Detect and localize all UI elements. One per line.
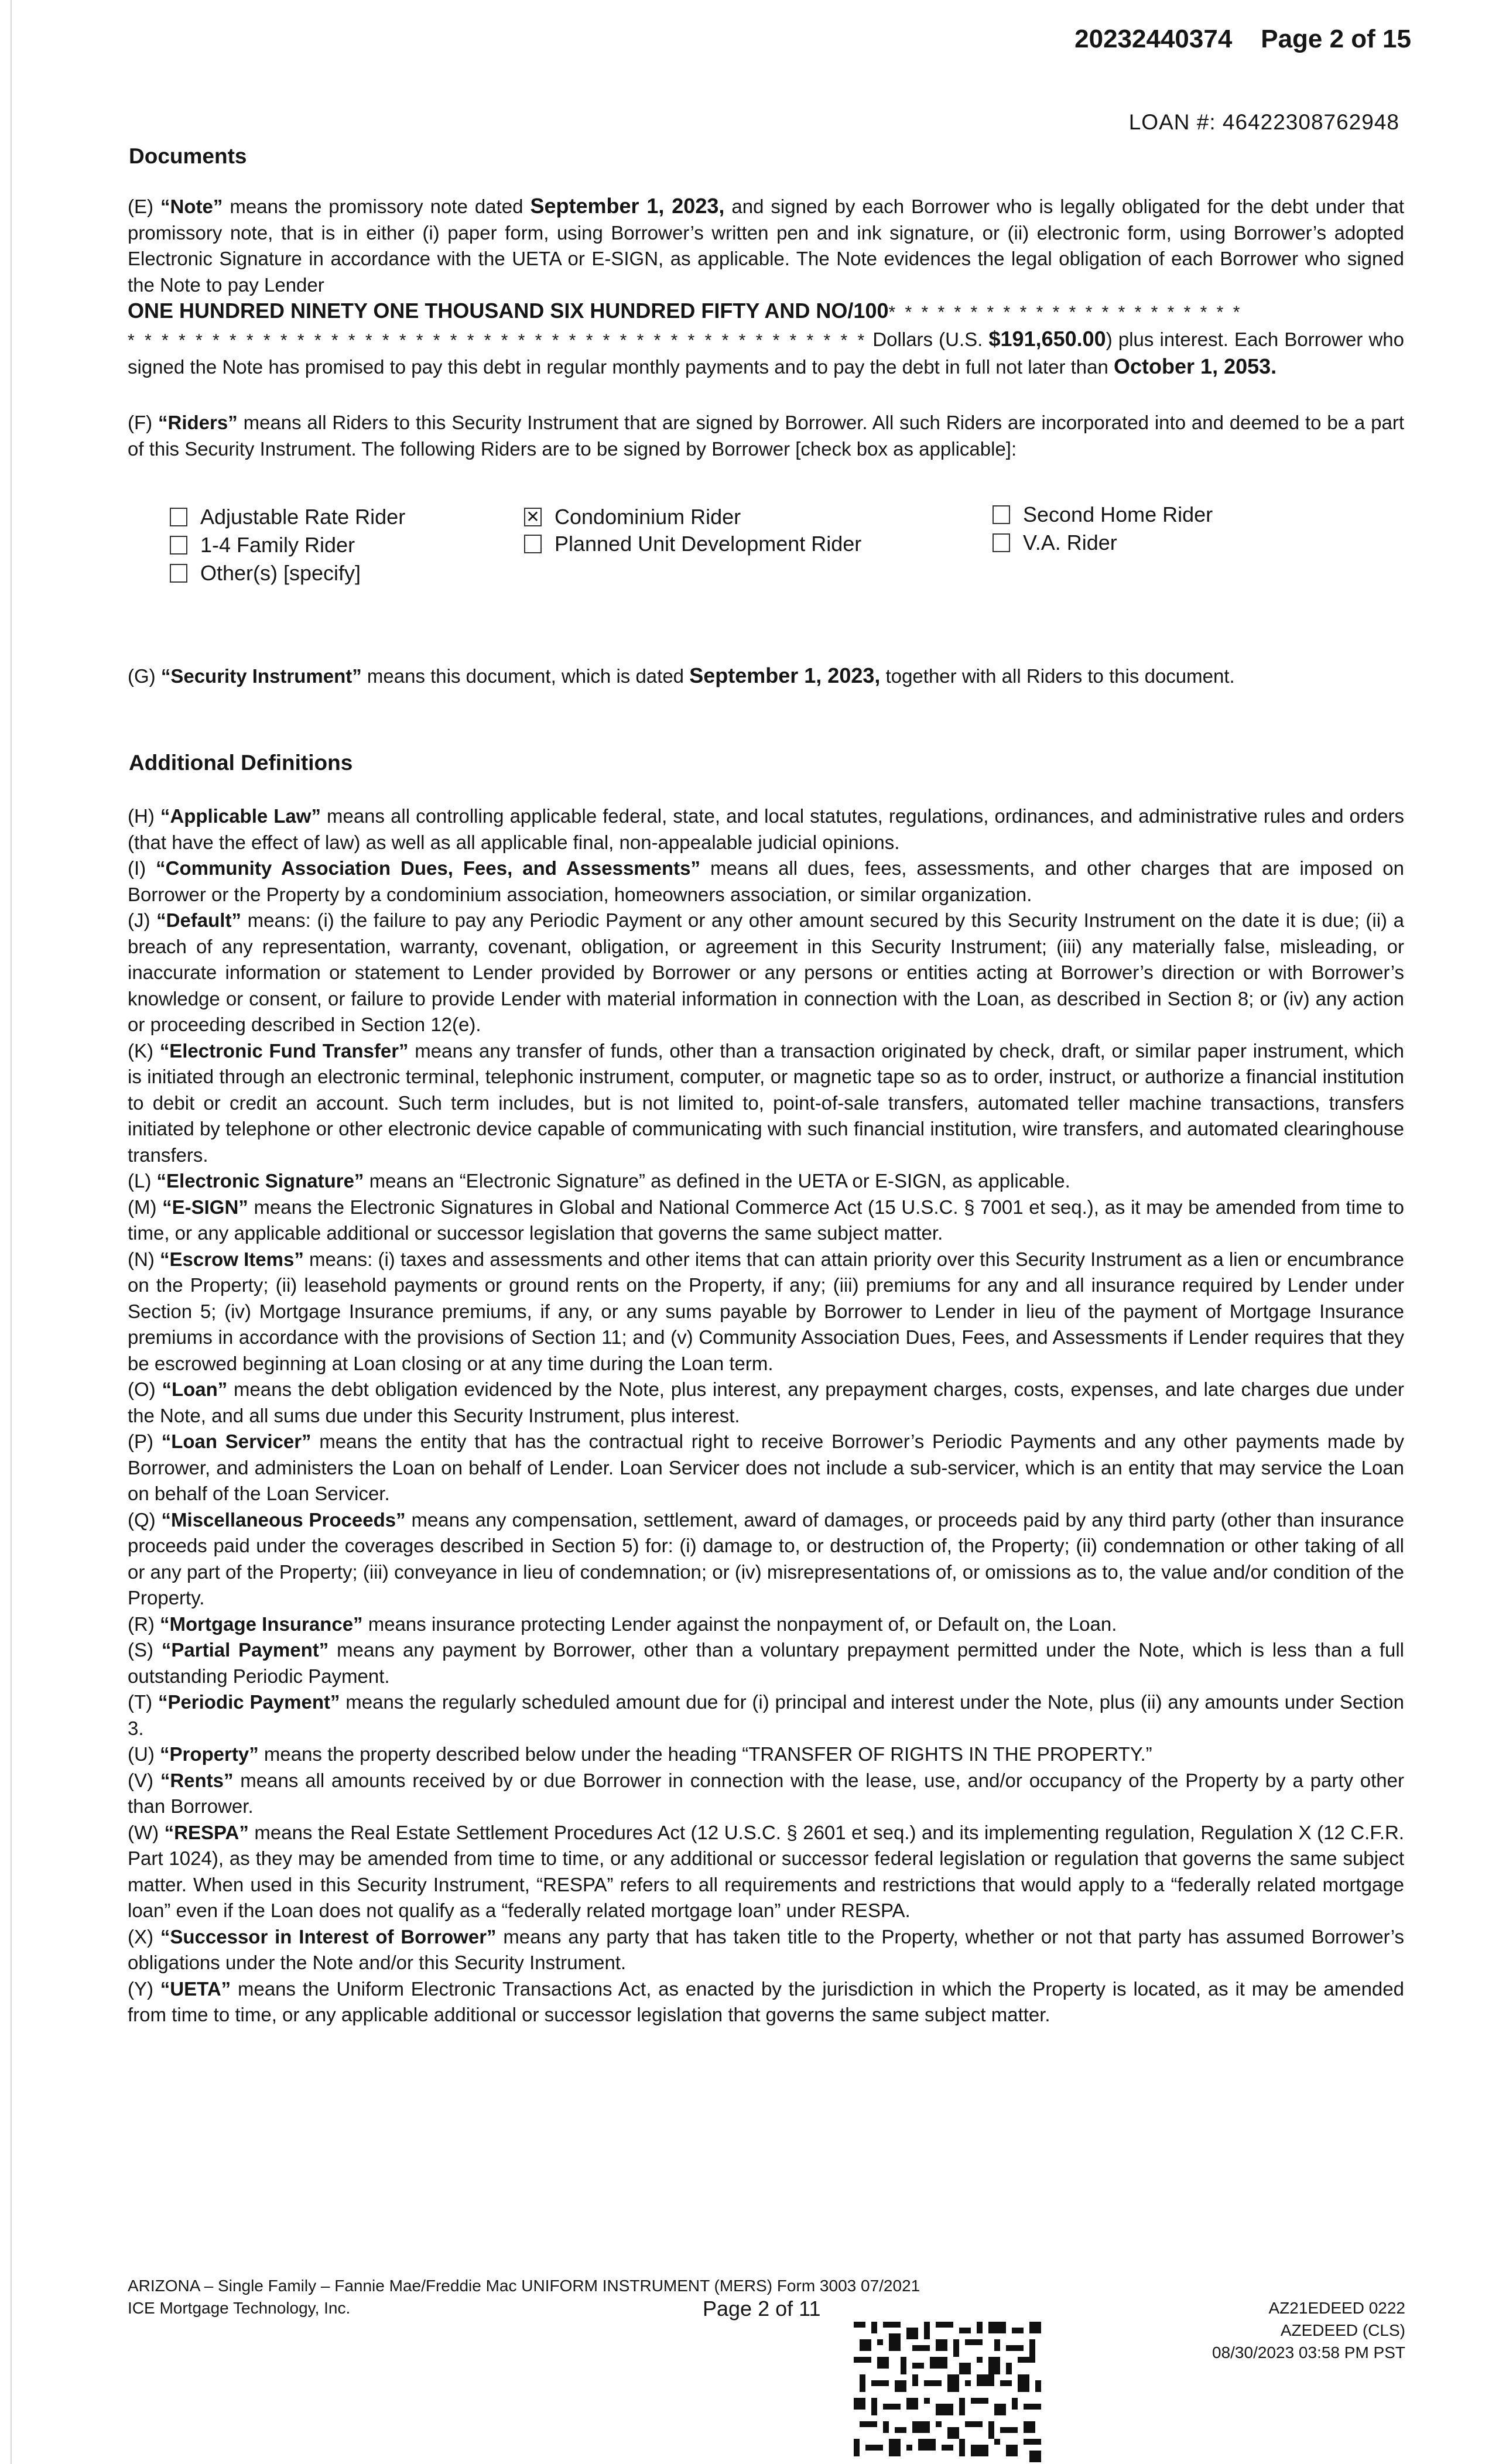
def-term: “Default”	[156, 909, 241, 931]
def-prefix: (E)	[128, 196, 153, 217]
def-text: means the debt obligation evidenced by the Note, plus interest, any prepayment charges, costs, expenses, and late charges due under the Note, and all sums due under this Security Instrument, plus interest.	[128, 1378, 1404, 1426]
definition-item	[128, 1377, 1404, 1429]
checkbox-box[interactable]	[170, 508, 187, 526]
definition-item	[128, 1768, 1404, 1820]
rider-label: Adjustable Rate Rider	[200, 505, 406, 529]
definition-item	[128, 1611, 1404, 1638]
def-prefix: (T)	[128, 1691, 153, 1713]
def-term: “UETA”	[160, 1977, 231, 2000]
def-prefix: (S)	[128, 1639, 153, 1661]
definition-item	[128, 803, 1404, 855]
def-term: “Loan Servicer”	[161, 1431, 312, 1452]
security-date: September 1, 2023,	[689, 663, 881, 687]
checkbox-box[interactable]	[170, 564, 187, 583]
def-prefix: (H)	[128, 805, 155, 827]
rider-checkbox-other[interactable]	[170, 561, 361, 586]
def-text: together with all Riders to this document.	[880, 665, 1235, 687]
def-text: means this document, which is dated	[361, 665, 690, 687]
def-text: means the regularly scheduled amount due for (i) principal and interest under the Note, plus (ii) any amounts under Section 3.	[128, 1691, 1404, 1739]
rider-label: Planned Unit Development Rider	[555, 532, 862, 556]
def-prefix: (O)	[128, 1378, 156, 1400]
rider-checkbox-pud[interactable]	[524, 532, 861, 556]
def-text: and signed by each Borrower who is legally obligated for the debt under that promissory note, that is in either (i) paper form, using Borrower’s written pen and ink signature, or (ii) electronic form, using Borrower’s adopted Electronic Signature in accordance with the UETA or E-SIGN, as applicable. The Note evidences the legal obligation of each Borrower who signed the Note to pay Lender	[128, 196, 1404, 296]
def-term: “RESPA”	[164, 1821, 249, 1843]
def-prefix: (I)	[128, 857, 146, 879]
rider-checkbox-va[interactable]	[993, 531, 1117, 555]
def-term: “Electronic Signature”	[156, 1170, 364, 1192]
rider-checkbox-second-home[interactable]	[993, 502, 1213, 527]
def-text: means any transfer of funds, other than a transaction originated by check, draft, or similar paper instrument, which is initiated through an electronic terminal, telephonic instrument, computer, or magnetic tape so as to order, instruct, or authorize a financial institution to debit or credit an account. Such term includes, but is not limited to, point-of-sale transfers, automated teller machine transactions, transfers initiated by telephone or other electronic device capable of communicating with such financial institution, wire transfers, and automated clearinghouse transfers.	[128, 1039, 1405, 1166]
section-heading-documents: Documents	[129, 144, 247, 168]
definition-item	[128, 1429, 1404, 1507]
def-prefix: (M)	[128, 1196, 157, 1218]
def-text: means the property described below under the heading “TRANSFER OF RIGHTS IN THE PROPERTY.”	[258, 1743, 1152, 1765]
rider-checkbox-adjustable-rate[interactable]	[170, 505, 405, 529]
page-label: Page 2 of 15	[1261, 25, 1411, 53]
definition-note	[128, 193, 1404, 381]
scan-edge-line	[11, 0, 12, 2464]
def-text: means any payment by Borrower, other than a voluntary prepayment permitted under the Note, which is less than a full outstanding Periodic Payment.	[128, 1639, 1404, 1687]
def-term: “Miscellaneous Proceeds”	[161, 1508, 406, 1531]
definition-item	[128, 908, 1404, 1038]
definition-item	[128, 1689, 1404, 1741]
def-prefix: (U)	[128, 1743, 155, 1765]
form-code: AZ21EDEED 0222	[1268, 2299, 1405, 2317]
def-text: ) plus interest. Each Borrower who signed the Note has promised to pay this debt in regular monthly payments and to pay the debt in full not later than	[128, 328, 1404, 378]
loan-number: LOAN #: 46422308762948	[1128, 110, 1399, 134]
amount-words: ONE HUNDRED NINETY ONE THOUSAND SIX HUNDRED FIFTY AND NO/100	[128, 299, 889, 323]
def-text: means the Uniform Electronic Transactions Act, as enacted by the jurisdiction in which the Property is located, as it may be amended from time to time, or any applicable additional or successor legislation that governs the same subject matter.	[128, 1977, 1404, 2025]
def-text: means any party that has taken title to the Property, whether or not that party has assumed Borrower’s obligations under the Note and/or this Security Instrument.	[128, 1925, 1405, 1973]
def-term: “Riders”	[158, 412, 238, 433]
def-term: “Security Instrument”	[160, 665, 362, 687]
def-term: “Periodic Payment”	[158, 1691, 340, 1713]
definition-item	[128, 1924, 1404, 1976]
definition-item	[128, 1038, 1404, 1169]
def-term: “Loan”	[162, 1378, 228, 1400]
definition-item	[128, 1976, 1404, 2028]
rider-checkbox-1-4-family[interactable]	[170, 533, 355, 557]
definition-item	[128, 1741, 1404, 1768]
definitions-list	[128, 803, 1404, 2028]
definition-item	[128, 855, 1404, 908]
def-prefix: (R)	[128, 1613, 155, 1635]
def-term: “E-SIGN”	[162, 1196, 248, 1218]
rider-label: Second Home Rider	[1023, 502, 1213, 526]
def-term: “Escrow Items”	[160, 1248, 304, 1270]
def-prefix: (Y)	[128, 1977, 153, 2000]
def-term: “Note”	[160, 196, 223, 217]
def-term: “Successor in Interest of Borrower”	[160, 1925, 497, 1948]
rider-label: V.A. Rider	[1023, 531, 1117, 555]
def-term: “Partial Payment”	[161, 1639, 329, 1661]
definition-item	[128, 1168, 1404, 1195]
definition-item	[128, 1507, 1404, 1611]
def-text: means: (i) the failure to pay any Periodic Payment or any other amount secured by this Security Instrument on the date it is due; (ii) a breach of any representation, warranty, covenant, obligation, or agreement in this Security Instrument; (iii) any materially false, misleading, or inaccurate information or statement to Lender provided by Borrower or any persons or entities acting at Borrower’s direction or with Borrower’s knowledge or consent, or failure to provide Lender with material information in connection with the Loan, as described in Section 8; or (iv) any action or proceeding described in Section 12(e).	[128, 909, 1405, 1035]
def-text: means the entity that has the contractual right to receive Borrower’s Periodic Payments and any other payments made by Borrower, and administers the Loan on behalf of Lender. Loan Servicer does not include a sub-servicer, which is an entity that may service the Loan on behalf of the Loan Servicer.	[128, 1431, 1404, 1504]
def-prefix: (V)	[128, 1769, 153, 1791]
checkbox-box[interactable]	[170, 536, 187, 555]
checkbox-box[interactable]	[993, 505, 1010, 524]
rider-label: Condominium Rider	[555, 505, 741, 529]
definition-item	[128, 1820, 1404, 1924]
page-header	[1074, 25, 1411, 54]
company-name: ICE Mortgage Technology, Inc.	[128, 2299, 351, 2317]
def-text: means all dues, fees, assessments, and other charges that are imposed on Borrower or the Property by a condominium association, homeowners association, or similar organization.	[128, 857, 1405, 905]
def-term: “Community Association Dues, Fees, and Assessments”	[156, 857, 701, 879]
form-line: ARIZONA – Single Family – Fannie Mae/Freddie Mac UNIFORM INSTRUMENT (MERS) Form 3003 07/2021	[128, 2277, 920, 2295]
def-term: “Electronic Fund Transfer”	[159, 1039, 409, 1062]
form-code-cls: AZEDEED (CLS)	[1280, 2321, 1405, 2339]
definition-item	[128, 1195, 1404, 1247]
def-term: “Property”	[159, 1743, 259, 1765]
def-text: means the Electronic Signatures in Global and National Commerce Act (15 U.S.C. § 7001 et seq.), as it may be amended from time to time, or any applicable additional or successor legislation that governs the same subject matter.	[128, 1196, 1404, 1244]
fill-stars: * * * * * * * * * * * * * * * * * * * * * * * * * * * * * * * * * * * * * * * * * * * *	[128, 330, 867, 350]
note-amount: $191,650.00	[988, 326, 1106, 351]
rider-label: Other(s) [specify]	[200, 561, 361, 585]
definition-item	[128, 1247, 1404, 1377]
def-text: means: (i) taxes and assessments and other items that can attain priority over this Security Instrument as a lien or encumbrance on the Property; (ii) leasehold payments or ground rents on the Property, if any; (iii) premiums for any and all insurance required by Lender under Section 5; (iv) Mortgage Insurance premiums, if any, or any sums payable by Borrower to Lender in lieu of the payment of Mortgage Insurance premiums in accordance with the provisions of Section 11; and (v) Community Association Dues, Fees, and Assessments if Lender requires that they be escrowed beginning at Loan closing or at any time during the Loan term.	[128, 1248, 1404, 1374]
def-term: “Applicable Law”	[160, 805, 321, 827]
def-prefix: (Q)	[128, 1508, 156, 1531]
def-prefix: (W)	[128, 1821, 159, 1843]
print-timestamp: 08/30/2023 03:58 PM PST	[1212, 2343, 1405, 2362]
def-text: means the Real Estate Settlement Procedures Act (12 U.S.C. § 2601 et seq.) and its implementing regulation, Regulation X (12 C.F.R. Part 1024), as they may be amended from time to time, or any additional or successor federal legislation or regulation that governs the same subject matter. When used in this Security Instrument, “RESPA” refers to all requirements and restrictions that would apply to a “federally related mortgage loan” even if the Loan does not qualify as a “federally related mortgage loan” under RESPA.	[128, 1821, 1404, 1921]
def-text: means an “Electronic Signature” as defined in the UETA or E-SIGN, as applicable.	[364, 1170, 1070, 1192]
def-prefix: (F)	[128, 412, 153, 433]
def-text: means any compensation, settlement, award of damages, or proceeds paid by any third party (other than insurance proceeds paid under the coverages described in Section 5) for: (i) damage to, or destruction of, the Property; (ii) condemnation or other taking of all or any part of the Property; (iii) conveyance in lieu of condemnation; or (iv) misrepresentations of, or omissions as to, the value and/or condition of the Property.	[128, 1508, 1404, 1609]
maturity-date: October 1, 2053.	[1114, 354, 1277, 378]
document-id: 20232440374	[1074, 25, 1233, 53]
def-text: means all controlling applicable federal, state, and local statutes, regulations, ordinances, and administrative rules and orders (that have the effect of law) as well as all applicable final, non-appealable judicial opinions.	[128, 805, 1405, 853]
def-term: “Rents”	[160, 1769, 234, 1791]
def-prefix: (J)	[128, 909, 150, 931]
def-prefix: (G)	[128, 665, 156, 687]
def-text: means insurance protecting Lender against the nonpayment of, or Default on, the Loan.	[362, 1613, 1117, 1635]
footer-page: Page 2 of 11	[703, 2297, 821, 2321]
def-prefix: (P)	[128, 1431, 153, 1452]
barcode-image	[854, 2322, 1041, 2462]
rider-checkbox-condominium[interactable]	[524, 505, 741, 529]
rider-label: 1-4 Family Rider	[200, 533, 355, 557]
definition-item	[128, 1637, 1404, 1689]
def-prefix: (N)	[128, 1248, 155, 1270]
fill-stars: * * * * * * * * * * * * * * * * * * * * * *	[888, 303, 1243, 322]
def-term: “Mortgage Insurance”	[159, 1613, 363, 1635]
def-text: means all Riders to this Security Instrument that are signed by Borrower. All such Riders are incorporated into and deemed to be a part of this Security Instrument. The following Riders are to be signed by Borrower [check box as applicable]:	[128, 412, 1404, 460]
def-text: means the promissory note dated	[223, 196, 531, 217]
def-text: means all amounts received by or due Borrower in connection with the lease, use, and/or occupancy of the Property by a party other than Borrower.	[128, 1769, 1404, 1817]
def-prefix: (L)	[128, 1170, 152, 1192]
dollars-label: Dollars (U.S.	[872, 328, 989, 350]
definition-security-instrument	[128, 663, 1404, 690]
checkbox-box[interactable]	[993, 533, 1010, 552]
checkbox-box-checked[interactable]: ✕	[524, 508, 542, 526]
def-prefix: (K)	[128, 1039, 153, 1062]
section-heading-additional-definitions: Additional Definitions	[129, 751, 353, 775]
definition-riders	[128, 410, 1404, 462]
def-prefix: (X)	[128, 1925, 153, 1948]
checkbox-box[interactable]	[524, 535, 542, 553]
note-date: September 1, 2023,	[530, 194, 725, 218]
